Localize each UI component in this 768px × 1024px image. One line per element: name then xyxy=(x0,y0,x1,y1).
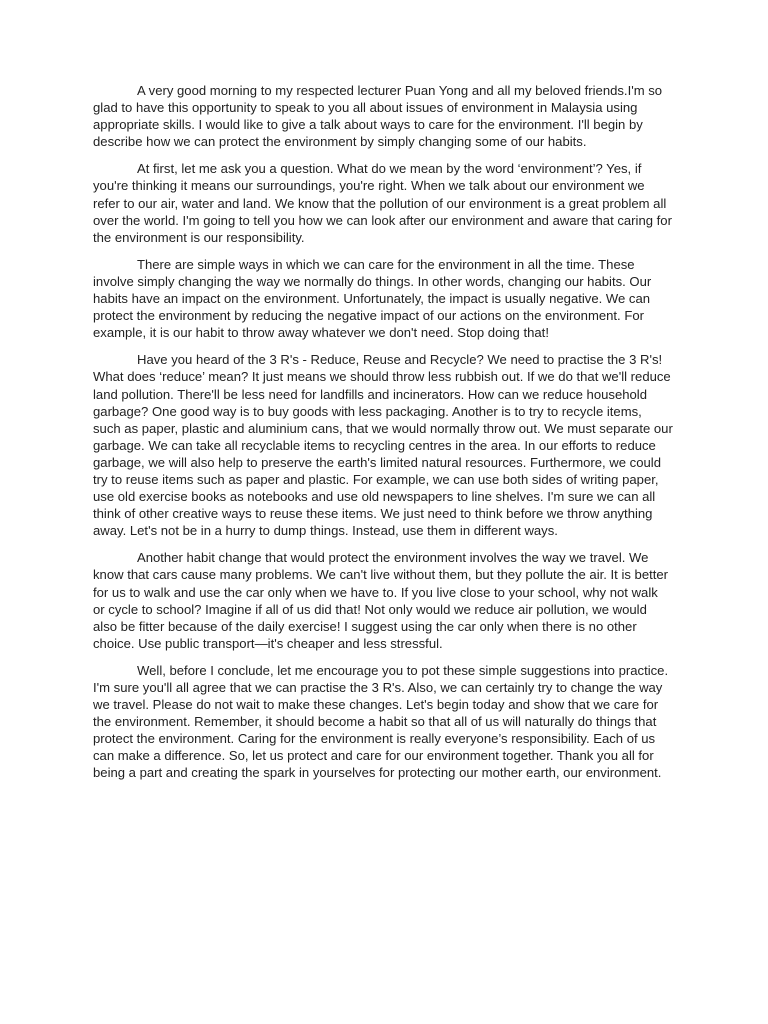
paragraph-travel: Another habit change that would protect the environment involves the way we travel. We know that cars cause many problems. We can't live without them, but they pollute the air. It is better for us to walk and use the car only when we have to. If you live close to your school, why not walk or cycle to school? Imagine if all of us did that! Not only would we reduce air pollution, we would also be fitter because of the daily exercise! I suggest using the car only when there is no other choice. Use public transport—it's cheaper and less stressful. xyxy=(93,550,669,651)
paragraph-habits: There are simple ways in which we can care for the environment in all the time. These involve simply changing the way we normally do things. In other words, changing our habits. Our habits have an impact on the environment. Unfortunately, the impact is usually negative. We can protect the environment by reducing the negative impact of our actions on the environment. For example, it is our habit to throw away whatever we don't need. Stop doing that! xyxy=(93,256,652,341)
paragraph-opening: A very good morning to my respected lecturer Puan Yong and all my beloved friends.I'm so glad to have this opportunity to speak to you all about issues of environment in Malaysia using appropriate skills. I would like to give a talk about ways to care for the environment. I'll begin by describe how we can protect the environment by simply changing some of our habits. xyxy=(93,83,663,150)
speech-text xyxy=(93,82,673,792)
paragraph-definition: At first, let me ask you a question. What do we mean by the word ‘environment’? Yes, if you're thinking it means our surroundings, you're right. When we talk about our environment we refer to our air, water and land. We know that the pollution of our environment is a great problem all over the world. I'm going to tell you how we can look after our environment and aware that caring for the environment is our responsibility. xyxy=(93,161,672,245)
paragraph-three-rs: Have you heard of the 3 R's - Reduce, Reuse and Recycle? We need to practise the 3 R's! What does ‘reduce’ mean? It just means we should throw less rubbish out. If we do that we'll reduce land pollution. There'll be less need for landfills and incinerators. How can we reduce household garbage? One good way is to buy goods with less packaging. Another is to try to recycle items, such as paper, plastic and aluminium cans, that we would normally throw out. We must separate our garbage. We can take all recyclable items to recycling centres in the area. In our efforts to reduce garbage, we will also help to preserve the earth's limited natural resources. Furthermore, we could try to reuse items such as paper and plastic. For example, we can use both sides of writing paper, use old exercise books as notebooks and use old newspapers to line shelves. I'm sure we can all think of other creative ways to reuse these items. We just need to think before we throw anything away. Let's not be in a hurry to dump things. Instead, use them in different ways. xyxy=(93,352,673,539)
paragraph-conclusion: Well, before I conclude, let me encourage you to pot these simple suggestions into practice. I'm sure you'll all agree that we can practise the 3 R's. Also, we can certainly try to change the way we travel. Please do not wait to make these changes. Let's begin today and show that we care for the environment. Remember, it should become a habit so that all of us will naturally do things that protect the environment. Caring for the environment is really everyone’s responsibility. Each of us can make a difference. So, let us protect and care for our environment together. Thank you all for being a part and creating the spark in yourselves for protecting our mother earth, our environment. xyxy=(93,662,669,781)
